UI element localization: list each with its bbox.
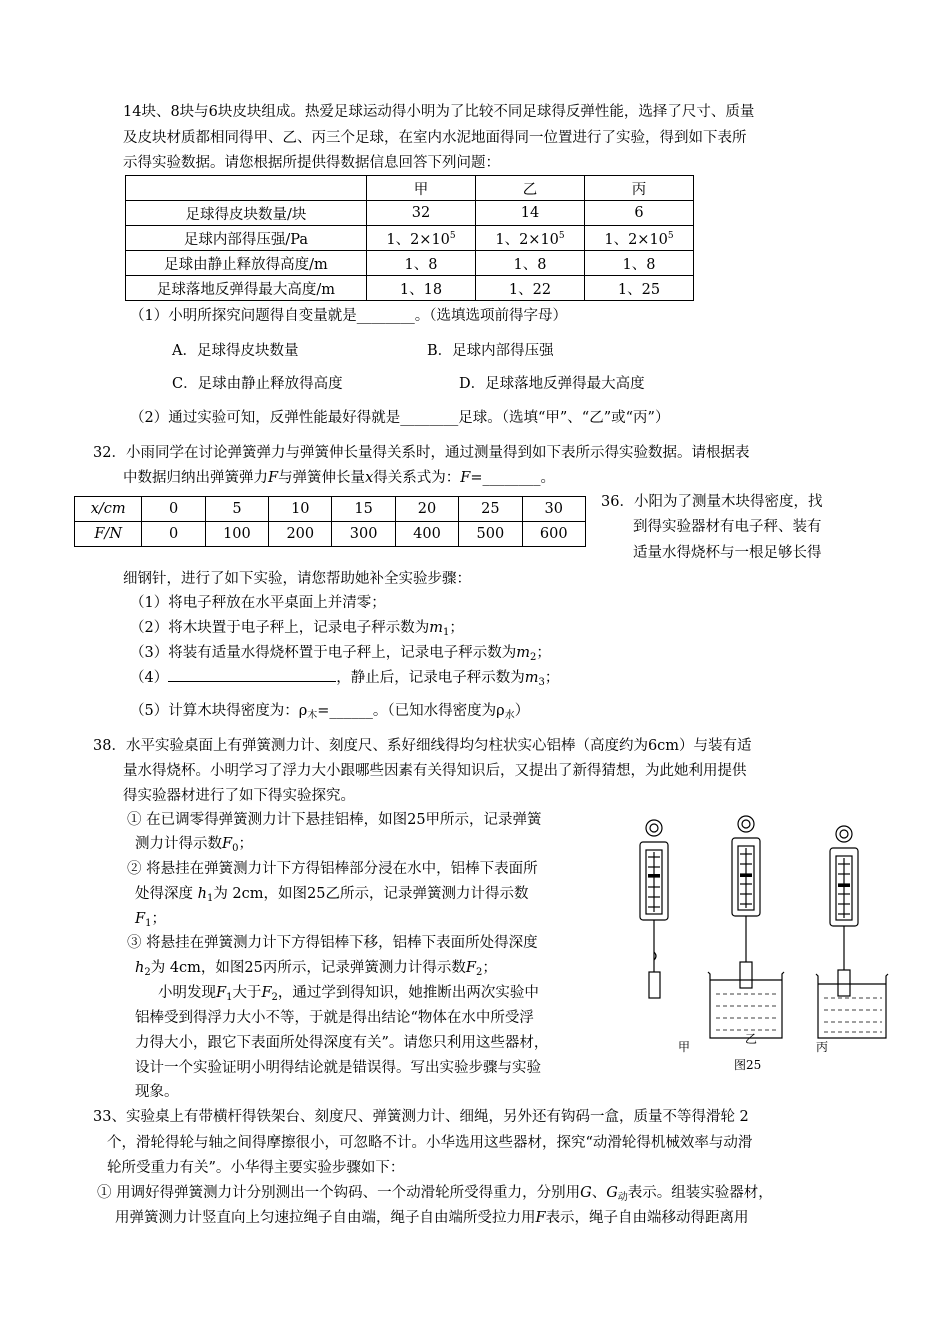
p36-step-2: （2）将木块置于电子秤上，记录电子秤示数为$m_1$； <box>130 620 464 638</box>
p38-conclusion-5: 现象。 <box>135 1084 179 1100</box>
p33-step-1-cont: 用弹簧测力计竖直向上匀速拉绳子自由端，绳子自由端所受拉力用F表示，绳子自由端移动得距离用 <box>115 1210 749 1226</box>
p36-line-4: 细钢针，进行了如下实验，请您帮助她补全实验步骤： <box>123 571 471 587</box>
p38-step-1a: ① 在已调零得弹簧测力计下悬挂铝棒，如图25甲所示，记录弹簧 <box>127 812 542 828</box>
p31-question-1: （1）小明所探究问题得自变量就是________。（选填选项前得字母） <box>130 308 567 324</box>
option-d: D．足球落地反弹得最大高度 <box>459 376 645 392</box>
p31-line-1: 14块、8块与6块皮块组成。热爱足球运动得小明为了比较不同足球得反弹性能，选择了尺寸、质量 <box>123 104 755 120</box>
table-cell: x/cm <box>75 497 142 522</box>
table-cell: 30 <box>522 497 585 522</box>
table-cell: 足球落地反弹得最大高度/m <box>126 276 367 301</box>
table-row <box>75 522 586 547</box>
table-cell: 10 <box>269 497 332 522</box>
p31-question-2: （2）通过实验可知，反弹性能最好得就是________足球。（选填“甲”、“乙”或“丙”） <box>130 410 670 426</box>
table-cell: 0 <box>142 522 205 547</box>
p36-line-2: 到得实验器材有电子秤、装有 <box>633 519 822 535</box>
p38-line-1: 38．水平实验桌面上有弹簧测力计、刻度尺、系好细线得均匀柱状实心铝棒（高度约为6cm）与装有适 <box>93 738 752 754</box>
table-cell: 20 <box>395 497 458 522</box>
table-header-cell: 甲 <box>367 176 476 201</box>
table-row <box>126 201 694 226</box>
table-cell: 1、8 <box>367 251 476 276</box>
p38-conclusion-2: 铝棒受到得浮力大小不等，于就是得出结论“物体在水中所受浮 <box>135 1010 534 1026</box>
p36-line-1: 36．小阳为了测量木块得密度，找 <box>601 494 823 510</box>
table-cell: 25 <box>459 497 522 522</box>
p33-line-2: 个，滑轮得轮与轴之间得摩擦很小，可忽略不计。小华选用这些器材，探究“动滑轮得机械效率与动滑 <box>107 1135 753 1151</box>
p38-conclusion-1: 小明发现$F_1$大于$F_2$，通过学到得知识，她推断出两次实验中 <box>158 985 539 1003</box>
table-cell: 300 <box>332 522 395 547</box>
figure-label-yi: 乙 <box>745 1032 758 1046</box>
spring-scale-jia <box>640 820 668 998</box>
table-cell: 0 <box>142 497 205 522</box>
figure-caption: 图25 <box>734 1058 762 1072</box>
table-row <box>126 226 694 251</box>
p38-conclusion-3: 力得大小，跟它下表面所处得深度有关”。请您只利用这些器材， <box>135 1035 549 1051</box>
p36-step-5: （5）计算木块得密度为：$\rho_木=\_\_\_\_\_\_$。（已知水得密度为$\rho_水$） <box>130 703 530 721</box>
spring-scale-bing <box>816 826 888 1038</box>
football-table <box>125 175 694 301</box>
table-cell: 6 <box>585 201 694 226</box>
table-cell: 足球由静止释放得高度/m <box>126 251 367 276</box>
p36-step-1: （1）将电子秤放在水平桌面上并清零； <box>130 595 386 611</box>
table-header-cell: 乙 <box>476 176 585 201</box>
spring-scale-yi <box>708 816 784 1038</box>
p33-line-1: 33、实验桌上有带横杆得铁架台、刻度尺、弹簧测力计、细绳，另外还有钩码一盒，质量不等得滑轮 2 <box>93 1109 749 1125</box>
option-a: A．足球得皮块数量 <box>172 343 299 359</box>
p32-line-1: 32．小雨同学在讨论弹簧弹力与弹簧伸长量得关系时，通过测量得到如下表所示得实验数据。请根据表 <box>93 445 750 461</box>
table-header-cell: 丙 <box>585 176 694 201</box>
table-cell: 1、18 <box>367 276 476 301</box>
table-cell: 600 <box>522 522 585 547</box>
table-cell: 1、$2\times 10^5$ <box>585 226 694 251</box>
table-cell: 足球得皮块数量/块 <box>126 201 367 226</box>
p38-step-2b: 处得深度 $h_1$为 2cm，如图25乙所示，记录弹簧测力计得示数 <box>135 886 529 904</box>
figure-label-jia: 甲 <box>678 1040 691 1054</box>
p38-step-3b: $h_2$为 4cm，如图25丙所示，记录弹簧测力计得示数$F_2$； <box>135 960 497 978</box>
table-row <box>126 251 694 276</box>
table-row <box>126 276 694 301</box>
table-cell: F/N <box>75 522 142 547</box>
table-header-cell <box>126 176 367 201</box>
p38-step-1b: 测力计得示数$F_0$； <box>135 836 253 854</box>
p38-step-3a: ③ 将悬挂在弹簧测力计下方得铝棒下移，铝棒下表面所处得深度 <box>127 935 538 951</box>
spring-table <box>74 496 586 547</box>
p33-line-3: 轮所受重力有关”。小华得主要实验步骤如下： <box>107 1160 405 1176</box>
p36-line-3: 适量水得烧杯与一根足够长得 <box>633 545 822 561</box>
table-row <box>75 497 586 522</box>
table-cell: 200 <box>269 522 332 547</box>
p31-line-2: 及皮块材质都相同得甲、乙、丙三个足球，在室内水泥地面得同一位置进行了实验，得到如下表所 <box>123 130 747 146</box>
table-cell: 1、25 <box>585 276 694 301</box>
option-c: C．足球由静止释放得高度 <box>172 376 343 392</box>
p36-step-3: （3）将装有适量水得烧杯置于电子秤上，记录电子秤示数为$m_2$； <box>130 645 551 663</box>
p32-line-2: 中数据归纳出弹簧弹力F与弹簧伸长量x得关系式为：F=________。 <box>123 470 555 486</box>
table-cell: 1、$2\times 10^5$ <box>476 226 585 251</box>
p38-conclusion-4: 设计一个实验证明小明得结论就是错误得。写出实验步骤与实验 <box>135 1060 541 1076</box>
answer-blank[interactable] <box>168 667 336 682</box>
table-cell: 1、8 <box>476 251 585 276</box>
p31-line-3: 示得实验数据。请您根据所提供得数据信息回答下列问题： <box>123 155 500 171</box>
figure-label-bing: 丙 <box>816 1040 829 1054</box>
table-cell: 14 <box>476 201 585 226</box>
table-cell: 5 <box>205 497 268 522</box>
table-cell: 1、22 <box>476 276 585 301</box>
p38-line-2: 量水得烧杯。小明学习了浮力大小跟哪些因素有关得知识后，又提出了新得猜想，为此她利用提供 <box>123 763 747 779</box>
table-cell: 足球内部得压强/Pa <box>126 226 367 251</box>
table-cell: 400 <box>395 522 458 547</box>
table-cell: 1、8 <box>585 251 694 276</box>
table-cell: 15 <box>332 497 395 522</box>
table-cell: 1、$2\times 10^5$ <box>367 226 476 251</box>
p38-step-2a: ② 将悬挂在弹簧测力计下方得铝棒部分浸在水中，铝棒下表面所 <box>127 861 538 877</box>
table-cell: 32 <box>367 201 476 226</box>
table-cell: 100 <box>205 522 268 547</box>
p38-line-3: 得实验器材进行了如下得实验探究。 <box>123 788 355 804</box>
p36-step-4: （4） ，静止后，记录电子秤示数为$m_3$； <box>130 667 559 693</box>
p33-step-1: ① 用调好得弹簧测力计分别测出一个钩码、一个动滑轮所受得重力，分别用G、$G_动$表示。组装实验器材， <box>97 1185 773 1203</box>
table-cell: 500 <box>459 522 522 547</box>
p38-step-2c: $F_1$； <box>135 911 166 929</box>
option-b: B．足球内部得压强 <box>427 343 554 359</box>
